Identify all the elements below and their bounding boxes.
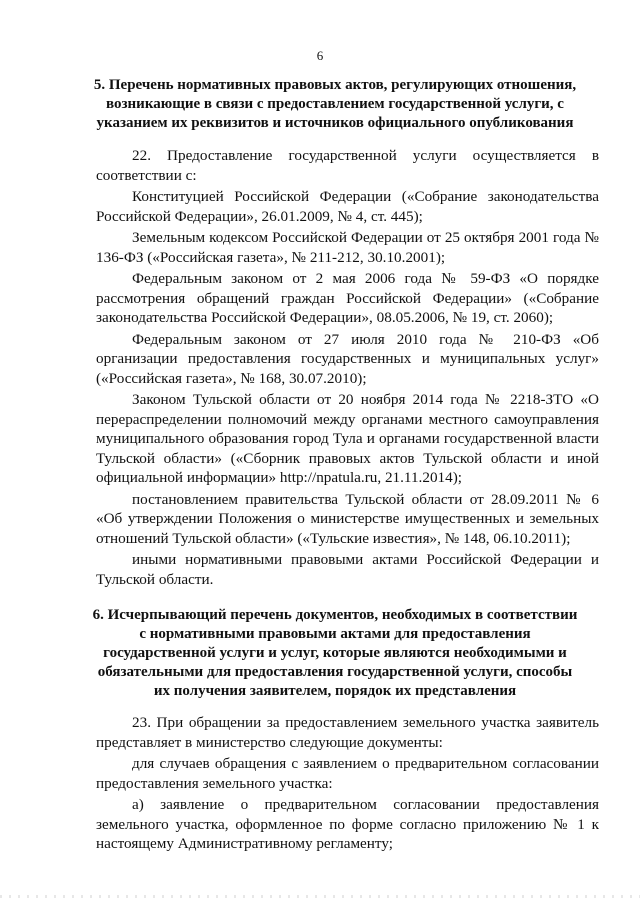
section-6-body — [96, 713, 599, 856]
page-number: 6 — [316, 48, 324, 63]
section-6-heading: 6. Исчерпывающий перечень документов, необходимых в соответствии с нормативными правовыми актами для предоставления государственной услуги и услуг, которые являются необходимыми и обязательными для предоставления государственной услуги, способы их получения заявителем, порядок их представления — [92, 607, 578, 699]
section-5-body — [96, 146, 599, 591]
paragraph: Законом Тульской области от 20 ноября 2014 года № 2218-ЗТО «О перераспределении полномочий между органами местного самоуправления муниципального образования город Тула и органами государственной власти Тульской области» («Сборник правовых актов Тульской области и иной официальной информации» http://npatula.ru, 21.11.2014); — [96, 391, 599, 486]
paragraph: Федеральным законом от 2 мая 2006 года № 59-ФЗ «О порядке рассмотрения обращений граждан Российской Федерации» («Собрание законодательства Российской Федерации», 08.05.2006, № 19, ст. 2060); — [96, 270, 599, 326]
paragraph: постановлением правительства Тульской области от 28.09.2011 № 6 «Об утверждении Положения о министерстве имущественных и земельных отношений Тульской области» («Тульские известия», № 148, 06.10.2011); — [96, 490, 599, 547]
paragraph: иными нормативными правовыми актами Российской Федерации и Тульской области. — [96, 551, 599, 588]
paragraph: для случаев обращения с заявлением о предварительном согласовании предоставления земельного участка: — [96, 755, 599, 792]
paragraph: Федеральным законом от 27 июля 2010 года № 210-ФЗ «Об организации предоставления государственных и муниципальных услуг» («Российская газета», № 168, 30.07.2010); — [96, 330, 599, 387]
paragraph: 22. Предоставление государственной услуги осуществляется в соответствии с: — [96, 147, 599, 184]
paragraph: Земельным кодексом Российской Федерации от 25 октября 2001 года № 136-ФЗ («Российская газета», № 211-212, 30.10.2001); — [96, 229, 599, 266]
paragraph: Конституцией Российской Федерации («Собрание законодательства Российской Федерации», 26.01.2009, № 4, ст. 445); — [96, 188, 599, 225]
scan-edge-noise — [0, 895, 640, 898]
paragraph: 23. При обращении за предоставлением земельного участка заявитель представляет в министерство следующие документы: — [96, 714, 599, 751]
paragraph: а) заявление о предварительном согласовании предоставления земельного участка, оформленное по форме согласно приложению № 1 к настоящему Административному регламенту; — [96, 796, 599, 852]
section-5-heading: 5. Перечень нормативных правовых актов, регулирующих отношения, возникающие в связи с предоставлением государственной услуги, с указанием их реквизитов и источников официального опубликования — [93, 77, 577, 131]
